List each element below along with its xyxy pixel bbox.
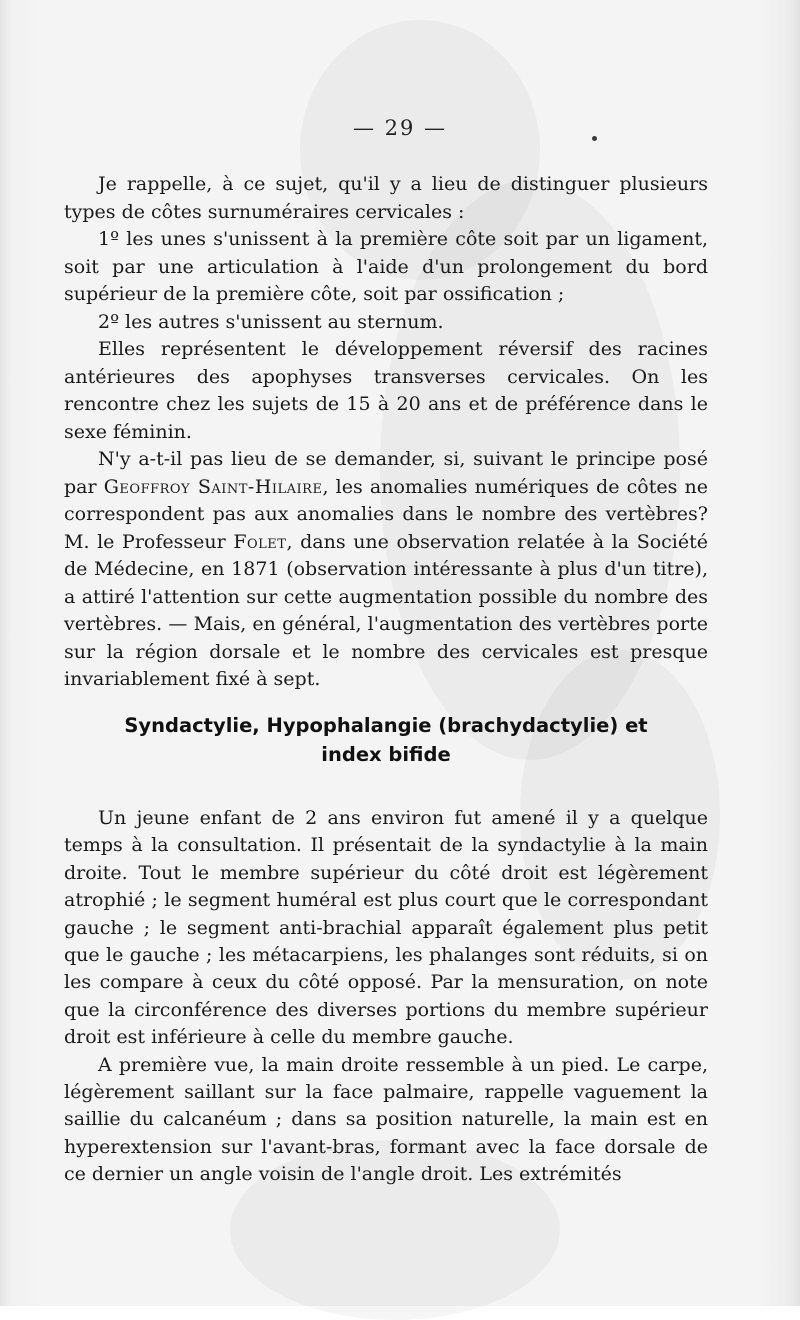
- page-number: — 29 —: [352, 116, 448, 140]
- paragraph: [64, 446, 708, 694]
- heading-line: Syndactylie, Hypophalangie (brachydactylie) et: [124, 714, 648, 737]
- paragraph: 2º les autres s'unissent au sternum.: [98, 310, 444, 333]
- paragraph: Je rappelle, à ce sujet, qu'il y a lieu de distinguer plusieurs types de côtes surnuméraires cervicales :: [64, 173, 708, 223]
- text-run: , dans une observation relatée à la Société de Médecine, en 1871 (observation intéressante à plus d'un titre), a attiré l'attention sur cette augmentation possible du nombre des vertèbres. — Mais, en général, l'augmentation des vertèbres porte sur la région dorsale et le nombre des cervicales est presque invariablement fixé à sept.: [64, 530, 708, 690]
- ink-dot: [592, 136, 597, 141]
- section-syndactyly: [64, 805, 708, 1189]
- author-name: Folet: [233, 530, 287, 553]
- paragraph: 1º les unes s'unissent à la première côte soit par un ligament, soit par une articulation à l'aide d'un prolongement du bord supérieur de la première côte, soit par ossification ;: [64, 228, 708, 305]
- section-heading: [64, 711, 708, 769]
- text-run: N'y a-t-il pas lieu de se demander, si, suivant le principe posé par: [64, 448, 708, 498]
- section-ribs: [64, 171, 708, 694]
- paragraph: A première vue, la main droite ressemble à un pied. Le carpe, légèrement saillant sur la face palmaire, rappelle vaguement la saillie du calcanéum ; dans sa position naturelle, la main est en hyperextension sur l'avant-bras, formant avec la face dorsale de ce dernier un angle voisin de l'angle droit. Les extrémités: [64, 1053, 708, 1186]
- paragraph: Un jeune enfant de 2 ans environ fut amené il y a quelque temps à la consultation. Il présentait de la syndactylie à la main droite. Tout le membre supérieur du côté droit est légèrement atrophié ; le segment huméral est plus court que le correspondant gauche ; le segment anti-brachial apparaît également plus petit que le gauche ; les métacarpiens, les phalanges sont réduits, si on les compare à ceux du côté opposé. Par la mensuration, on note que la circonférence des diverses portions du membre supérieur droit est inférieure à celle du membre gauche.: [64, 807, 708, 1049]
- author-name: Geoffroy Saint-Hilaire: [103, 475, 323, 498]
- heading-line: index bifide: [321, 743, 451, 766]
- paragraph: Elles représentent le développement réversif des racines antérieures des apophyses transverses cervicales. On les rencontre chez les sujets de 15 à 20 ans et de préférence dans le sexe féminin.: [64, 338, 708, 443]
- text-run: , les anomalies numériques de côtes ne correspondent pas aux anomalies dans le nombre des vertèbres? M. le Professeur: [64, 475, 708, 553]
